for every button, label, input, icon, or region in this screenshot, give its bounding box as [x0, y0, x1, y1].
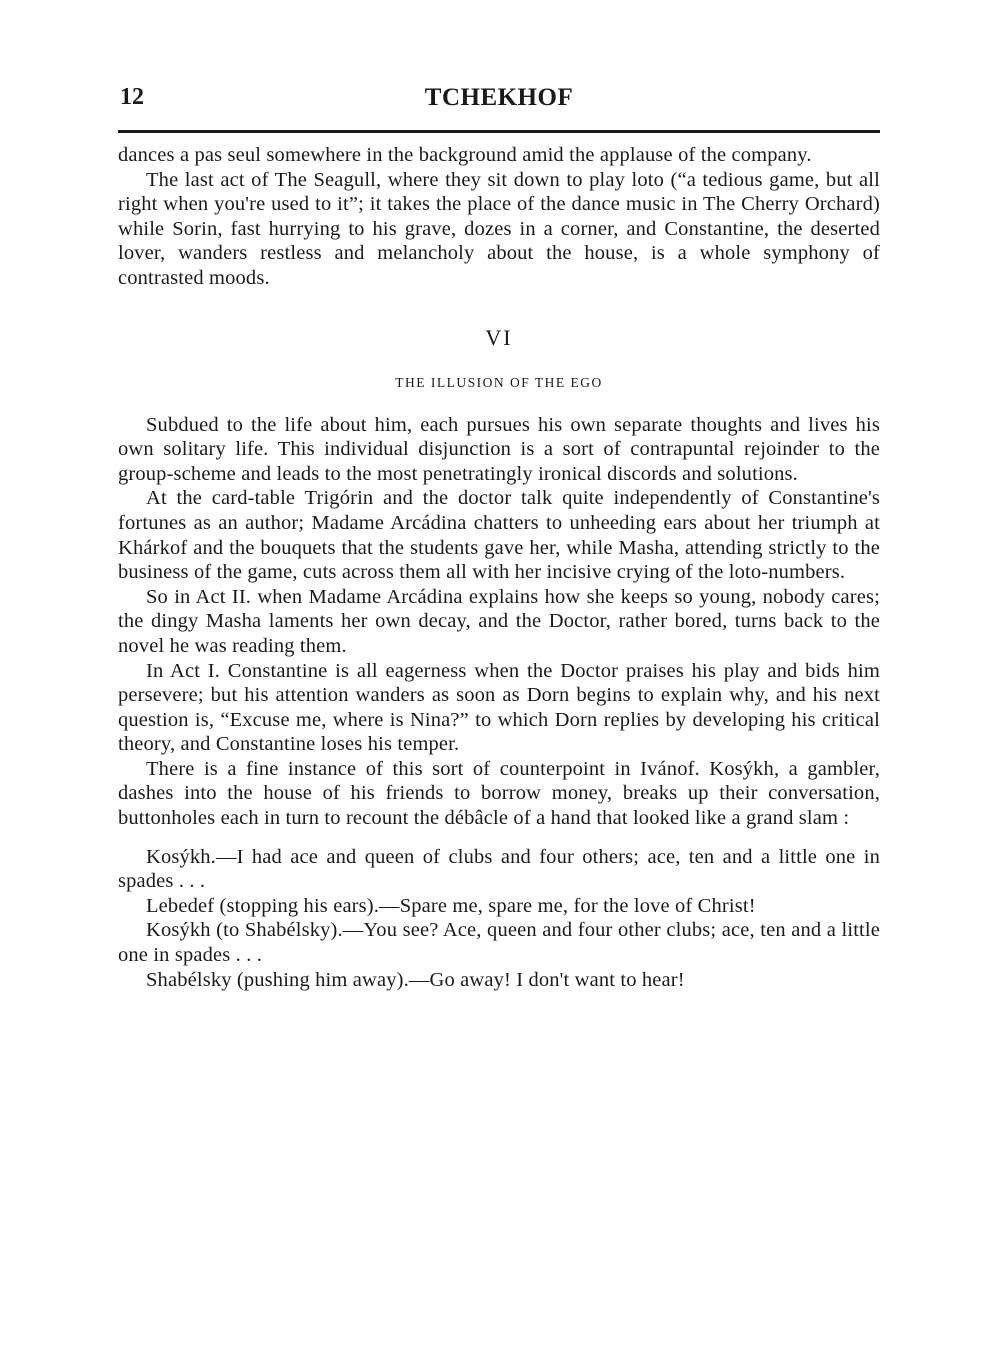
running-head	[118, 84, 880, 128]
paragraph: Subdued to the life about him, each pursues his own separate thoughts and lives his own solitary life. This individual disjunction is a sort of contrapuntal rejoinder to the group-scheme and leads to the most penetratingly ironical discords and solutions.	[118, 413, 880, 485]
header-rule	[118, 130, 880, 133]
paragraph: There is a fine instance of this sort of counterpoint in Ivánof. Kosýkh, a gambler, dashes into the house of his friends to borrow money, breaks up their conversation, buttonholes each in turn to recount the débâcle of a hand that looked like a grand slam :	[118, 757, 880, 830]
page-number: 12	[120, 84, 144, 110]
dialogue-line: Shabélsky (pushing him away).—Go away! I don't want to hear!	[146, 968, 685, 991]
book-page	[118, 84, 880, 992]
dialogue-line: Kosýkh.—I had ace and queen of clubs and four others; ace, ten and a little one in spades . . .	[118, 845, 880, 893]
paragraph: The last act of The Seagull, where they sit down to play loto (“a tedious game, but all right when you're used to it”; it takes the place of the dance music in The Cherry Orchard) while Sorin, fast hurrying to his grave, dozes in a corner, and Constantine, the deserted lover, wanders restless and melancholy about the house, is a whole symphony of contrasted moods.	[118, 168, 880, 289]
paragraph: In Act I. Constantine is all eagerness when the Doctor praises his play and bids him persevere; but his attention wanders as soon as Dorn begins to explain why, and his next question is, “Excuse me, where is Nina?” to which Dorn replies by developing his critical theory, and Constantine loses his temper.	[118, 659, 880, 756]
section-numeral: VI	[485, 324, 513, 350]
paragraph: At the card-table Trigórin and the doctor talk quite independently of Constantine's fortunes as an author; Madame Arcádina chatters to unheeding ears about her triumph at Khárkof and the bouquets that the students gave her, while Masha, attending strictly to the business of the game, cuts across them all with her incisive crying of the loto-numbers.	[118, 487, 880, 584]
dialogue-line: Lebedef (stopping his ears).—Spare me, spare me, for the love of Christ!	[146, 894, 756, 917]
paragraph: So in Act II. when Madame Arcádina explains how she keeps so young, nobody cares; the dingy Masha laments her own decay, and the Doctor, rather bored, turns back to the novel he was reading them.	[118, 585, 880, 657]
dialogue-line: Kosýkh (to Shabélsky).—You see? Ace, queen and four other clubs; ace, ten and a little one in spades . . .	[118, 919, 880, 967]
running-title: TCHEKHOF	[424, 84, 574, 111]
section-title: THE ILLUSION OF THE EGO	[395, 374, 603, 390]
body-text	[118, 143, 880, 992]
paragraph: dances a pas seul somewhere in the background amid the applause of the company.	[118, 144, 812, 166]
